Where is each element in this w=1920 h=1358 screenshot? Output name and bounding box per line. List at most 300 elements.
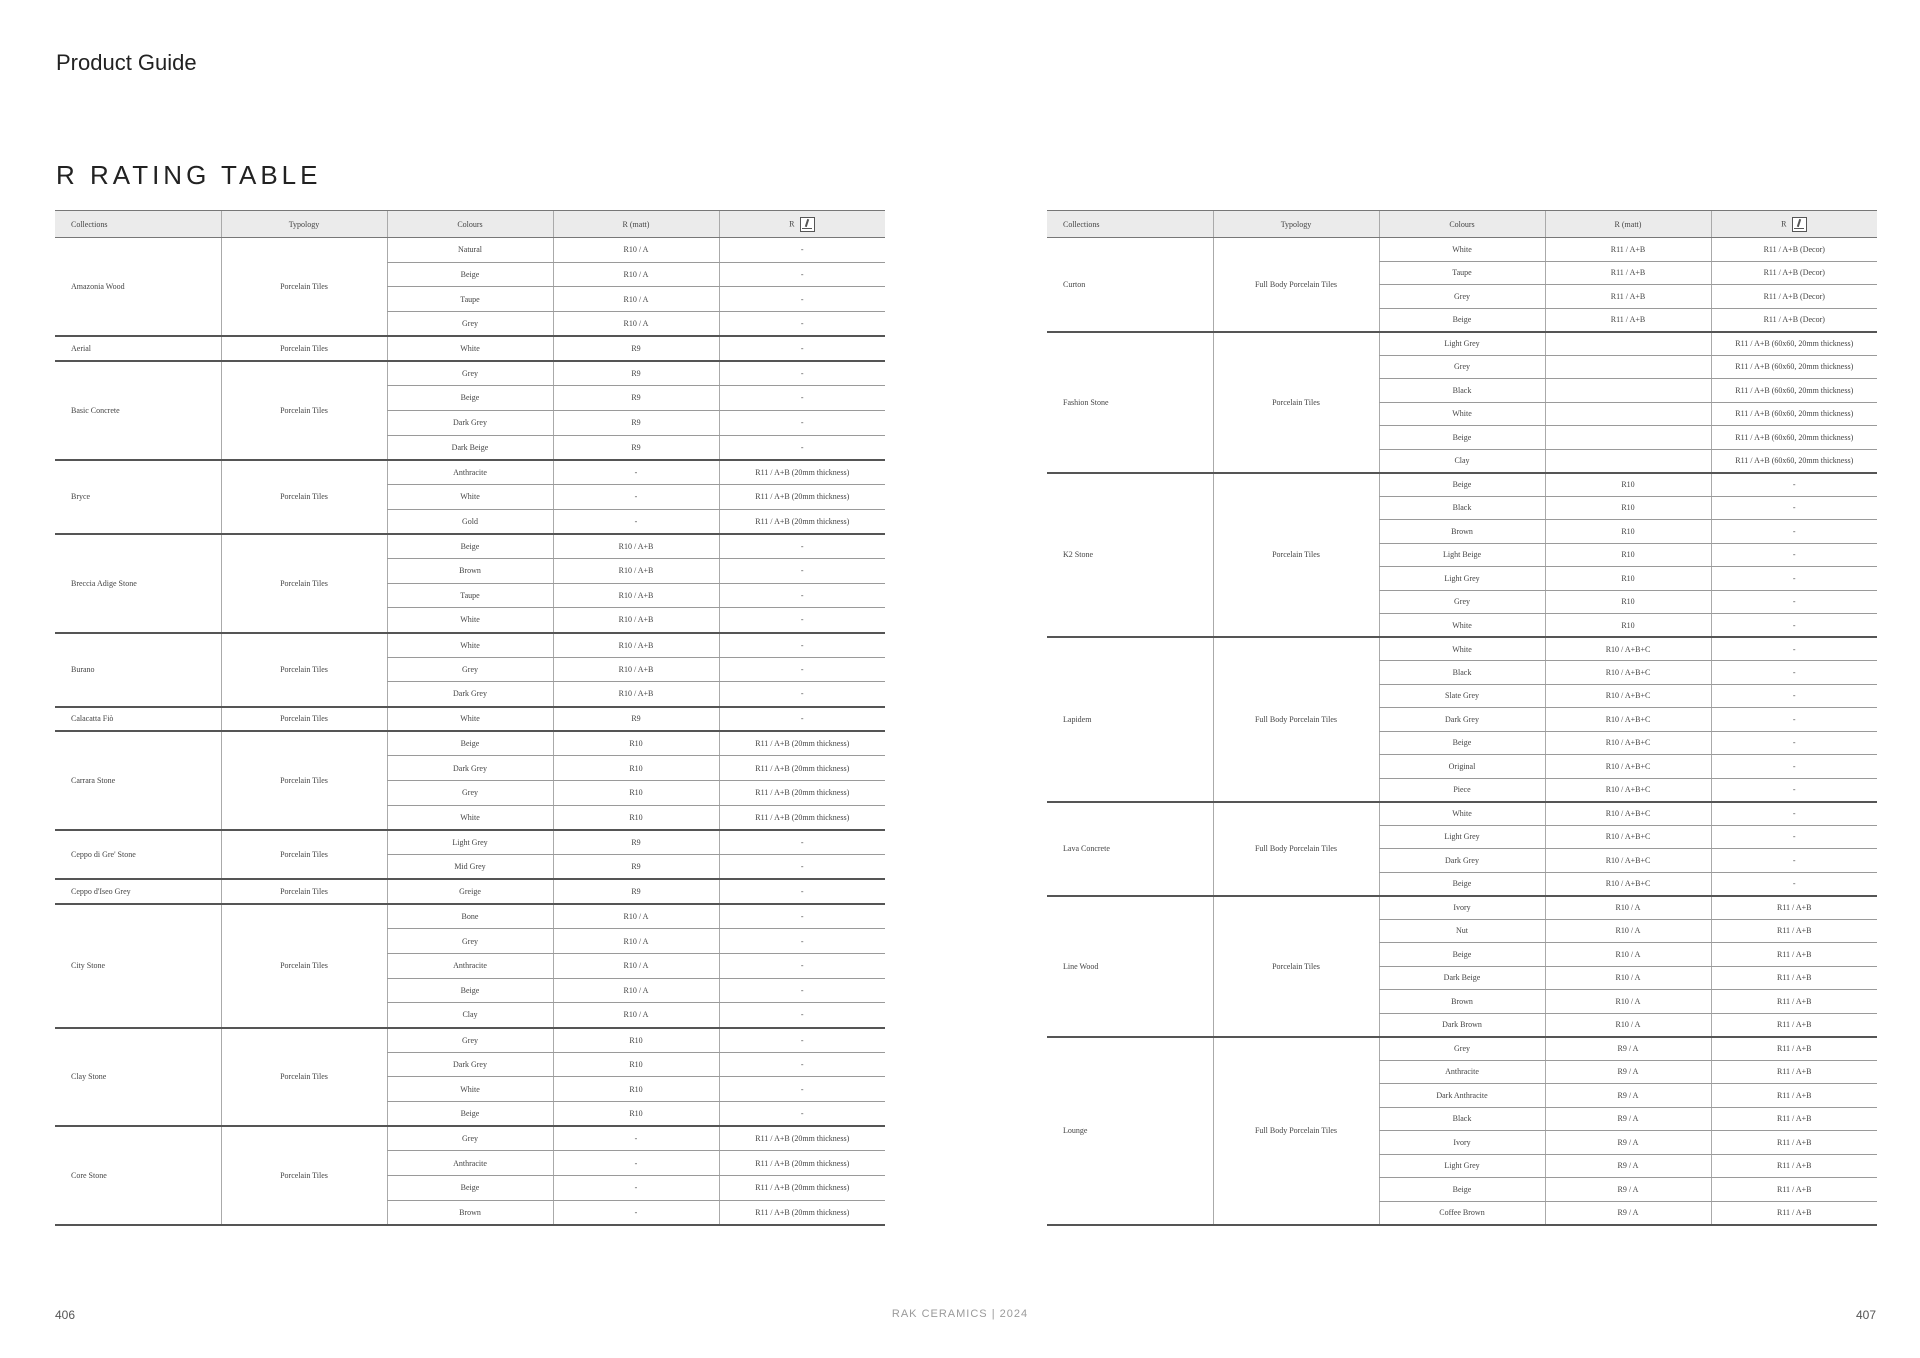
- r-cell: R11 / A+B (20mm thickness): [719, 731, 885, 756]
- table-header-row: [55, 211, 885, 238]
- r-cell: -: [719, 361, 885, 386]
- r-cell: R11 / A+B (20mm thickness): [719, 1151, 885, 1176]
- r-matt-cell: R10 / A+B: [553, 633, 719, 658]
- page-header-title: Product Guide: [56, 50, 197, 75]
- typology-cell: Porcelain Tiles: [221, 534, 387, 633]
- r-matt-cell: R11 / A+B: [1545, 285, 1711, 309]
- r-cell: -: [719, 707, 885, 732]
- r-cell: -: [719, 608, 885, 633]
- colour-cell: Anthracite: [387, 1151, 553, 1176]
- typology-cell: Porcelain Tiles: [221, 830, 387, 879]
- collection-cell: Ceppo di Gre' Stone: [55, 830, 221, 879]
- colour-cell: White: [1379, 637, 1545, 661]
- table-row: [1047, 1037, 1877, 1061]
- colour-cell: Grey: [387, 657, 553, 682]
- colour-cell: Beige: [1379, 426, 1545, 450]
- colour-cell: Anthracite: [387, 953, 553, 978]
- colour-cell: Piece: [1379, 778, 1545, 802]
- r-cell: -: [719, 262, 885, 287]
- r-matt-cell: R10 / A: [553, 904, 719, 929]
- colour-cell: White: [387, 1077, 553, 1102]
- r-matt-cell: R10 / A+B+C: [1545, 755, 1711, 779]
- r-matt-cell: R10 / A: [553, 238, 719, 263]
- r-matt-cell: R10: [1545, 473, 1711, 497]
- r-cell: R11 / A+B (20mm thickness): [719, 781, 885, 806]
- r-cell: R11 / A+B: [1711, 919, 1877, 943]
- r-matt-cell: R9 / A: [1545, 1107, 1711, 1131]
- r-matt-cell: R10 / A: [553, 953, 719, 978]
- r-cell: -: [719, 386, 885, 411]
- table-row: [55, 336, 885, 361]
- table-row: [55, 707, 885, 732]
- r-matt-cell: [1545, 379, 1711, 403]
- typology-cell: Porcelain Tiles: [1213, 332, 1379, 473]
- r-cell: -: [719, 879, 885, 904]
- collection-cell: Basic Concrete: [55, 361, 221, 460]
- r-cell: -: [1711, 872, 1877, 896]
- r-matt-cell: R10: [1545, 567, 1711, 591]
- r-cell: -: [719, 657, 885, 682]
- table-row: [1047, 802, 1877, 826]
- r-matt-cell: R10: [553, 781, 719, 806]
- r-cell: R11 / A+B (60x60, 20mm thickness): [1711, 379, 1877, 403]
- r-cell: -: [1711, 661, 1877, 685]
- table-row: [55, 460, 885, 485]
- colour-cell: White: [387, 805, 553, 830]
- colour-cell: Grey: [1379, 355, 1545, 379]
- collection-cell: Breccia Adige Stone: [55, 534, 221, 633]
- r-cell: R11 / A+B (Decor): [1711, 308, 1877, 332]
- r-matt-cell: R9 / A: [1545, 1131, 1711, 1155]
- r-matt-cell: R10 / A+B+C: [1545, 661, 1711, 685]
- r-cell: R11 / A+B (20mm thickness): [719, 805, 885, 830]
- r-matt-cell: R11 / A+B: [1545, 261, 1711, 285]
- colour-cell: Dark Grey: [387, 410, 553, 435]
- r-matt-cell: R10 / A+B: [553, 608, 719, 633]
- colour-cell: Beige: [1379, 872, 1545, 896]
- colour-cell: Light Grey: [1379, 332, 1545, 356]
- colour-cell: Taupe: [387, 583, 553, 608]
- r-matt-cell: R11 / A+B: [1545, 238, 1711, 262]
- r-matt-cell: R9: [553, 879, 719, 904]
- r-cell: R11 / A+B (20mm thickness): [719, 1176, 885, 1201]
- r-cell: R11 / A+B (Decor): [1711, 285, 1877, 309]
- r-cell: -: [1711, 496, 1877, 520]
- typology-cell: Full Body Porcelain Tiles: [1213, 238, 1379, 332]
- collection-cell: Lounge: [1047, 1037, 1213, 1225]
- r-header: [719, 211, 885, 238]
- colour-cell: White: [387, 707, 553, 732]
- r-matt-cell: [1545, 332, 1711, 356]
- r-cell: -: [719, 682, 885, 707]
- r-matt-cell: R10: [553, 1052, 719, 1077]
- page-number-left: 406: [55, 1308, 76, 1322]
- colour-cell: Greige: [387, 879, 553, 904]
- colour-cell: Black: [1379, 496, 1545, 520]
- colour-cell: Grey: [387, 929, 553, 954]
- collection-cell: Curton: [1047, 238, 1213, 332]
- collection-cell: Fashion Stone: [1047, 332, 1213, 473]
- table-row: [55, 534, 885, 559]
- r-matt-cell: R10 / A+B: [553, 657, 719, 682]
- r-cell: R11 / A+B: [1711, 1084, 1877, 1108]
- r-matt-cell: R9: [553, 855, 719, 880]
- r-cell: R11 / A+B (Decor): [1711, 261, 1877, 285]
- r-cell: R11 / A+B (20mm thickness): [719, 484, 885, 509]
- colour-cell: Brown: [387, 558, 553, 583]
- footer-brand: RAK CERAMICS | 2024: [891, 1308, 1029, 1320]
- typology-header: Typology: [1213, 211, 1379, 238]
- r-matt-cell: R9: [553, 386, 719, 411]
- colour-cell: Beige: [1379, 473, 1545, 497]
- r-matt-cell: [1545, 355, 1711, 379]
- table-row: [55, 633, 885, 658]
- colour-cell: Nut: [1379, 919, 1545, 943]
- colour-cell: Dark Grey: [387, 756, 553, 781]
- colour-cell: Clay: [387, 1003, 553, 1028]
- r-cell: -: [1711, 755, 1877, 779]
- r-matt-cell: R10: [553, 731, 719, 756]
- r-matt-cell: R10 / A: [1545, 943, 1711, 967]
- collection-cell: Calacatta Fiò: [55, 707, 221, 732]
- typology-cell: Porcelain Tiles: [1213, 896, 1379, 1037]
- r-matt-cell: R10 / A+B: [553, 682, 719, 707]
- r-cell: -: [719, 1077, 885, 1102]
- colour-cell: Original: [1379, 755, 1545, 779]
- collection-cell: K2 Stone: [1047, 473, 1213, 638]
- r-cell: R11 / A+B: [1711, 1107, 1877, 1131]
- colour-cell: White: [387, 608, 553, 633]
- r-matt-cell: R11 / A+B: [1545, 308, 1711, 332]
- typology-cell: Porcelain Tiles: [221, 238, 387, 337]
- r-rating-table-right: [1047, 210, 1877, 1226]
- colour-cell: Dark Beige: [1379, 966, 1545, 990]
- r-cell: -: [719, 583, 885, 608]
- r-matt-cell: R10 / A+B+C: [1545, 684, 1711, 708]
- r-cell: -: [1711, 849, 1877, 873]
- r-cell: -: [719, 1052, 885, 1077]
- typology-cell: Porcelain Tiles: [221, 361, 387, 460]
- colour-cell: Grey: [387, 1028, 553, 1053]
- colour-cell: Grey: [387, 1126, 553, 1151]
- r-matt-cell: R10 / A+B+C: [1545, 849, 1711, 873]
- r-cell: -: [719, 534, 885, 559]
- r-cell: -: [719, 238, 885, 263]
- typology-cell: Porcelain Tiles: [221, 731, 387, 830]
- colour-cell: White: [1379, 802, 1545, 826]
- colour-cell: Beige: [1379, 731, 1545, 755]
- colour-cell: Light Grey: [1379, 825, 1545, 849]
- r-matt-cell: R10 / A: [1545, 919, 1711, 943]
- colour-cell: Beige: [387, 534, 553, 559]
- r-cell: -: [1711, 567, 1877, 591]
- colour-cell: Grey: [1379, 590, 1545, 614]
- table-row: [1047, 238, 1877, 262]
- r-matt-cell: -: [553, 1151, 719, 1176]
- r-cell: -: [1711, 778, 1877, 802]
- colour-cell: Light Beige: [1379, 543, 1545, 567]
- collection-cell: Aerial: [55, 336, 221, 361]
- typology-cell: Porcelain Tiles: [221, 1028, 387, 1127]
- typology-cell: Full Body Porcelain Tiles: [1213, 1037, 1379, 1225]
- r-header-label: R: [1781, 218, 1787, 228]
- r-cell: -: [719, 410, 885, 435]
- table-row: [55, 731, 885, 756]
- r-cell: -: [719, 1102, 885, 1127]
- r-matt-cell: R10: [1545, 590, 1711, 614]
- colour-cell: Ivory: [1379, 1131, 1545, 1155]
- r-cell: -: [719, 312, 885, 337]
- r-cell: -: [1711, 731, 1877, 755]
- colour-cell: Ivory: [1379, 896, 1545, 920]
- r-matt-cell: R10 / A: [553, 929, 719, 954]
- r-matt-cell: R10 / A+B+C: [1545, 802, 1711, 826]
- r-matt-cell: R10 / A: [553, 287, 719, 312]
- r-matt-cell: R10: [553, 805, 719, 830]
- colour-cell: Light Grey: [1379, 1154, 1545, 1178]
- colour-cell: Coffee Brown: [1379, 1201, 1545, 1225]
- colour-cell: Taupe: [1379, 261, 1545, 285]
- colour-cell: Beige: [387, 1176, 553, 1201]
- r-matt-cell: R10 / A: [1545, 896, 1711, 920]
- colour-cell: Taupe: [387, 287, 553, 312]
- colour-cell: Dark Brown: [1379, 1013, 1545, 1037]
- table-row: [55, 904, 885, 929]
- colour-cell: Dark Grey: [387, 1052, 553, 1077]
- table-row: [55, 361, 885, 386]
- colour-cell: Dark Grey: [387, 682, 553, 707]
- r-cell: R11 / A+B: [1711, 943, 1877, 967]
- r-cell: R11 / A+B: [1711, 1154, 1877, 1178]
- r-matt-cell: [1545, 402, 1711, 426]
- r-matt-cell: R9 / A: [1545, 1037, 1711, 1061]
- r-cell: -: [1711, 614, 1877, 638]
- colour-cell: Beige: [387, 978, 553, 1003]
- r-matt-cell: R9: [553, 361, 719, 386]
- typology-cell: Full Body Porcelain Tiles: [1213, 802, 1379, 896]
- colour-cell: Beige: [1379, 1178, 1545, 1202]
- r-cell: R11 / A+B (60x60, 20mm thickness): [1711, 402, 1877, 426]
- typology-header: Typology: [221, 211, 387, 238]
- slip-rating-icon: [1792, 217, 1807, 232]
- colour-cell: Black: [1379, 661, 1545, 685]
- colour-cell: Grey: [1379, 285, 1545, 309]
- colour-cell: White: [387, 336, 553, 361]
- colour-cell: Gold: [387, 509, 553, 534]
- r-cell: -: [719, 1003, 885, 1028]
- r-matt-cell: R10 / A: [553, 312, 719, 337]
- r-matt-cell: R9 / A: [1545, 1084, 1711, 1108]
- r-matt-cell: R10 / A+B: [553, 558, 719, 583]
- colour-cell: Beige: [387, 386, 553, 411]
- colour-cell: Brown: [1379, 520, 1545, 544]
- colour-cell: Mid Grey: [387, 855, 553, 880]
- r-cell: R11 / A+B (60x60, 20mm thickness): [1711, 426, 1877, 450]
- r-matt-cell: R9: [553, 830, 719, 855]
- colour-cell: Light Grey: [1379, 567, 1545, 591]
- colour-cell: Natural: [387, 238, 553, 263]
- r-matt-cell: R9: [553, 410, 719, 435]
- colour-cell: White: [1379, 402, 1545, 426]
- table-row: [55, 830, 885, 855]
- table-row: [1047, 473, 1877, 497]
- r-matt-cell: R10 / A: [553, 1003, 719, 1028]
- r-cell: -: [1711, 520, 1877, 544]
- r-matt-cell: R10 / A: [1545, 966, 1711, 990]
- typology-cell: Porcelain Tiles: [221, 336, 387, 361]
- colour-cell: White: [387, 484, 553, 509]
- r-cell: R11 / A+B: [1711, 1013, 1877, 1037]
- table-row: [55, 1028, 885, 1053]
- r-matt-cell: R9: [553, 336, 719, 361]
- collection-cell: Amazonia Wood: [55, 238, 221, 337]
- r-cell: -: [719, 287, 885, 312]
- collection-cell: Line Wood: [1047, 896, 1213, 1037]
- r-matt-header: R (matt): [553, 211, 719, 238]
- r-cell: R11 / A+B: [1711, 1060, 1877, 1084]
- r-cell: -: [1711, 684, 1877, 708]
- r-header-label: R: [789, 218, 795, 228]
- r-cell: -: [719, 904, 885, 929]
- r-matt-cell: R10 / A+B+C: [1545, 778, 1711, 802]
- r-cell: R11 / A+B: [1711, 1178, 1877, 1202]
- r-cell: R11 / A+B: [1711, 990, 1877, 1014]
- colour-cell: Beige: [387, 1102, 553, 1127]
- typology-cell: Porcelain Tiles: [221, 707, 387, 732]
- r-matt-cell: [1545, 449, 1711, 473]
- collections-header: Collections: [1047, 211, 1213, 238]
- r-matt-cell: R9 / A: [1545, 1178, 1711, 1202]
- colour-cell: Brown: [387, 1200, 553, 1225]
- collection-cell: Core Stone: [55, 1126, 221, 1225]
- typology-cell: Full Body Porcelain Tiles: [1213, 637, 1379, 802]
- colours-header: Colours: [387, 211, 553, 238]
- colour-cell: Black: [1379, 379, 1545, 403]
- table-row: [1047, 637, 1877, 661]
- r-matt-cell: -: [553, 1176, 719, 1201]
- table-header-row: [1047, 211, 1877, 238]
- r-matt-header: R (matt): [1545, 211, 1711, 238]
- r-matt-cell: R10 / A+B: [553, 534, 719, 559]
- r-matt-cell: R10: [553, 1077, 719, 1102]
- r-cell: -: [719, 558, 885, 583]
- colour-cell: Brown: [1379, 990, 1545, 1014]
- colour-cell: Grey: [387, 361, 553, 386]
- r-cell: R11 / A+B: [1711, 1201, 1877, 1225]
- colour-cell: White: [387, 633, 553, 658]
- colour-cell: Dark Anthracite: [1379, 1084, 1545, 1108]
- r-cell: R11 / A+B: [1711, 1131, 1877, 1155]
- colours-header: Colours: [1379, 211, 1545, 238]
- collection-cell: Lava Concrete: [1047, 802, 1213, 896]
- collection-cell: Lapidem: [1047, 637, 1213, 802]
- r-matt-cell: R9: [553, 435, 719, 460]
- colour-cell: Grey: [387, 781, 553, 806]
- r-cell: -: [719, 855, 885, 880]
- r-matt-cell: R10 / A+B+C: [1545, 637, 1711, 661]
- colour-cell: Black: [1379, 1107, 1545, 1131]
- r-cell: -: [1711, 802, 1877, 826]
- r-matt-cell: -: [553, 509, 719, 534]
- r-matt-cell: R9: [553, 707, 719, 732]
- colour-cell: Anthracite: [1379, 1060, 1545, 1084]
- r-matt-cell: R10 / A+B+C: [1545, 872, 1711, 896]
- r-matt-cell: R10: [1545, 496, 1711, 520]
- r-cell: R11 / A+B (60x60, 20mm thickness): [1711, 449, 1877, 473]
- r-cell: R11 / A+B (20mm thickness): [719, 1200, 885, 1225]
- r-cell: -: [719, 830, 885, 855]
- r-matt-cell: -: [553, 484, 719, 509]
- r-cell: R11 / A+B (20mm thickness): [719, 460, 885, 485]
- r-cell: -: [1711, 473, 1877, 497]
- r-matt-cell: -: [553, 1126, 719, 1151]
- typology-cell: Porcelain Tiles: [221, 879, 387, 904]
- r-matt-cell: R9 / A: [1545, 1201, 1711, 1225]
- r-matt-cell: R10 / A+B: [553, 583, 719, 608]
- r-cell: -: [1711, 590, 1877, 614]
- typology-cell: Porcelain Tiles: [1213, 473, 1379, 638]
- r-matt-cell: R10: [1545, 543, 1711, 567]
- r-matt-cell: R10: [1545, 614, 1711, 638]
- r-cell: -: [719, 336, 885, 361]
- r-cell: R11 / A+B (20mm thickness): [719, 756, 885, 781]
- collection-cell: Carrara Stone: [55, 731, 221, 830]
- r-matt-cell: R10 / A: [553, 978, 719, 1003]
- r-header: [1711, 211, 1877, 238]
- r-matt-cell: R9 / A: [1545, 1154, 1711, 1178]
- r-matt-cell: R10: [1545, 520, 1711, 544]
- colour-cell: Clay: [1379, 449, 1545, 473]
- typology-cell: Porcelain Tiles: [221, 904, 387, 1027]
- r-cell: R11 / A+B (20mm thickness): [719, 509, 885, 534]
- r-matt-cell: R10: [553, 1028, 719, 1053]
- typology-cell: Porcelain Tiles: [221, 1126, 387, 1225]
- collections-header: Collections: [55, 211, 221, 238]
- collection-cell: City Stone: [55, 904, 221, 1027]
- table-row: [55, 238, 885, 263]
- r-matt-cell: R10 / A+B+C: [1545, 731, 1711, 755]
- colour-cell: Beige: [387, 731, 553, 756]
- table-row: [55, 1126, 885, 1151]
- r-matt-cell: R10 / A+B+C: [1545, 708, 1711, 732]
- r-rating-table-left: [55, 210, 885, 1226]
- r-matt-cell: -: [553, 460, 719, 485]
- r-cell: R11 / A+B (60x60, 20mm thickness): [1711, 355, 1877, 379]
- r-matt-cell: R10 / A: [553, 262, 719, 287]
- r-cell: -: [1711, 543, 1877, 567]
- colour-cell: Beige: [387, 262, 553, 287]
- r-cell: R11 / A+B: [1711, 966, 1877, 990]
- r-matt-cell: R10: [553, 756, 719, 781]
- r-cell: R11 / A+B: [1711, 896, 1877, 920]
- collection-cell: Ceppo d'Iseo Grey: [55, 879, 221, 904]
- slip-rating-icon: [800, 217, 815, 232]
- r-cell: -: [1711, 637, 1877, 661]
- r-cell: -: [719, 435, 885, 460]
- colour-cell: Slate Grey: [1379, 684, 1545, 708]
- r-cell: -: [719, 978, 885, 1003]
- r-cell: R11 / A+B: [1711, 1037, 1877, 1061]
- colour-cell: Dark Beige: [387, 435, 553, 460]
- colour-cell: Dark Grey: [1379, 708, 1545, 732]
- r-matt-cell: -: [553, 1200, 719, 1225]
- r-cell: R11 / A+B (Decor): [1711, 238, 1877, 262]
- collection-cell: Burano: [55, 633, 221, 707]
- table-row: [55, 879, 885, 904]
- r-matt-cell: R10 / A: [1545, 1013, 1711, 1037]
- table-row: [1047, 332, 1877, 356]
- collection-cell: Clay Stone: [55, 1028, 221, 1127]
